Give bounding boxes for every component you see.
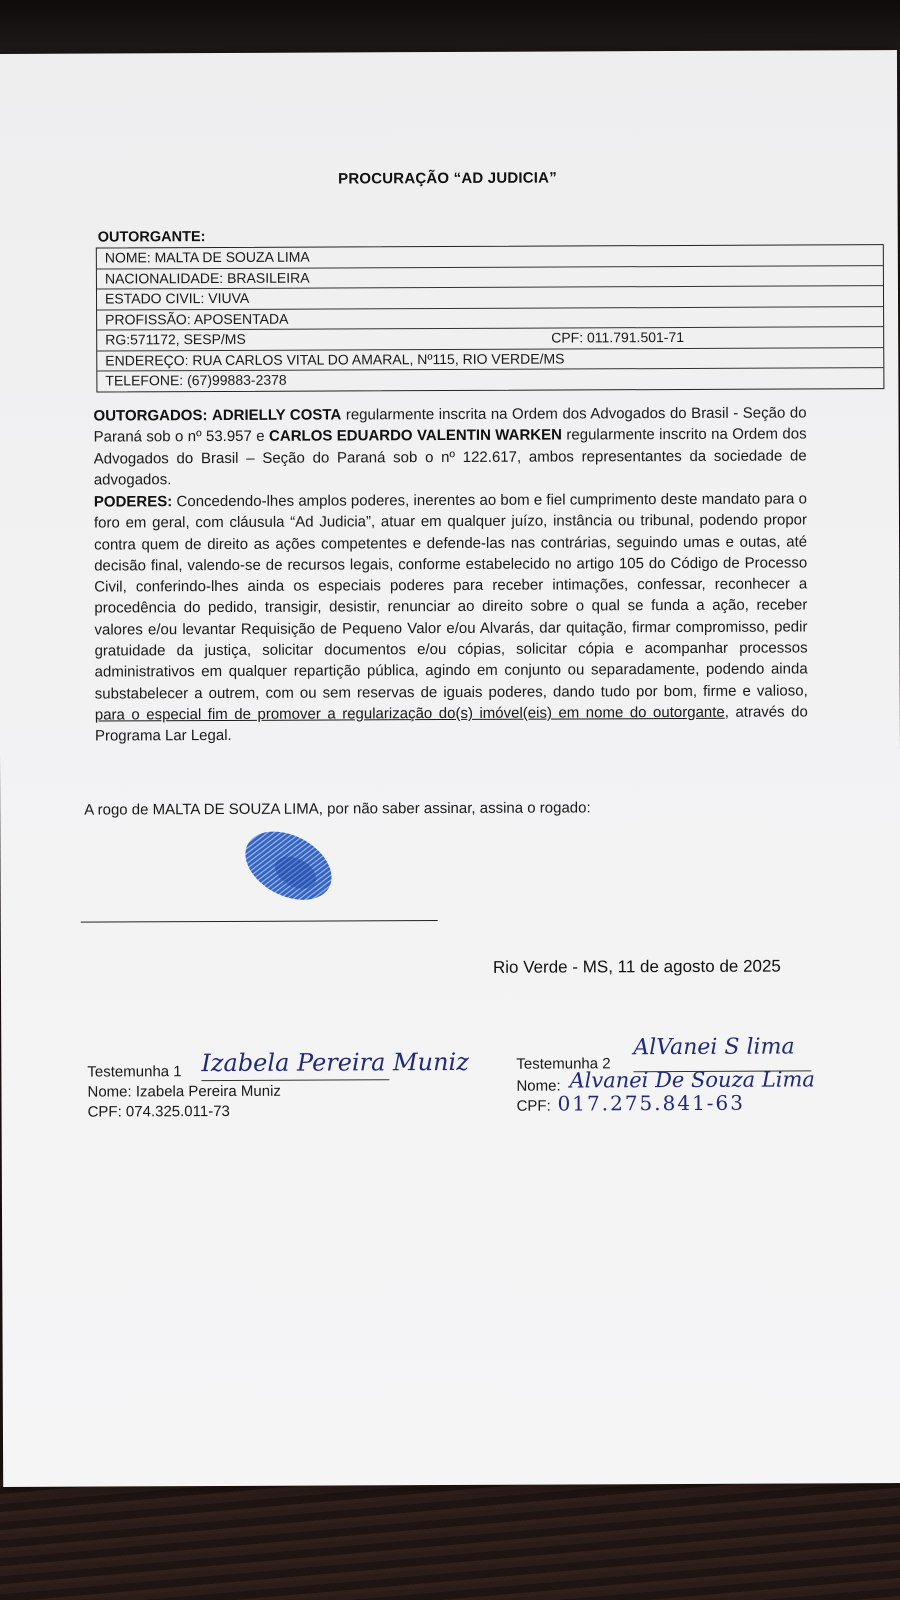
- witness-1-cpf: CPF: 074.325.011-73: [87, 1102, 230, 1121]
- outorgante-row-name: NOME: MALTA DE SOUZA LIMA: [97, 245, 883, 269]
- outorgante-label: OUTORGANTE:: [97, 229, 206, 246]
- signature-line: [81, 920, 438, 923]
- witness-2-name-label: Nome:: [516, 1077, 561, 1095]
- witness-1-signature: Izabela Pereira Muniz: [201, 1047, 469, 1078]
- witness-1-name: Nome: Izabela Pereira Muniz: [87, 1082, 281, 1101]
- document-page: [0, 50, 900, 1487]
- place-date: Rio Verde - MS, 11 de agosto de 2025: [492, 956, 781, 977]
- outorgante-row-civil-status: ESTADO CIVIL: VIUVA: [97, 286, 883, 310]
- witness-1-sign-line: [201, 1079, 389, 1081]
- outorgante-row-rg-cpf: RG:571172, SESP/MS CPF: 011.791.501-71: [97, 327, 883, 351]
- outorgante-cpf: CPF: 011.791.501-71: [551, 328, 685, 346]
- outorgados-paragraph: OUTORGADOS: ADRIELLY COSTA regularmente inscrita na Ordem dos Advogados do Brasil - Seção do Paraná sob o nº 53.957 e CARLOS EDUARDO VALENTIN WARKEN regularmente inscrito na Ordem dos Advogados do Brasil – Seção do Paraná sob o nº 122.617, ambos representantes da sociedade de advogados.: [93, 404, 807, 489]
- poderes-label: PODERES:: [93, 493, 173, 511]
- table-surface: [0, 1480, 900, 1600]
- outorgante-row-profession: PROFISSÃO: APOSENTADA: [97, 307, 883, 331]
- outorgado-1-name: ADRIELLY COSTA: [211, 406, 342, 425]
- witness-2-label: Testemunha 2: [516, 1055, 611, 1073]
- thumbprint-icon: [240, 827, 340, 907]
- rogo-statement: A rogo de MALTA DE SOUZA LIMA, por não saber assinar, assina o rogado:: [84, 799, 591, 819]
- outorgante-row-address: ENDEREÇO: RUA CARLOS VITAL DO AMARAL, Nº115, RIO VERDE/MS: [97, 348, 883, 372]
- witness-2-name-handwritten: Alvanei De Souza Lima: [569, 1067, 815, 1093]
- outorgado-2-name: CARLOS EDUARDO VALENTIN WARKEN: [268, 426, 563, 446]
- poderes-underlined-purpose: para o especial fim de promover a regularização do(s) imóvel(eis) em nome do outorgante: [94, 703, 725, 724]
- document-title: PROCURAÇÃO “AD JUDICIA”: [338, 169, 557, 188]
- poderes-paragraph: PODERES: Concedendo-lhes amplos poderes, inerentes ao bom e fiel cumprimento deste mandato para o foro em geral, com cláusula “Ad Judicia”, atuar em qualquer juízo, instância ou tribunal, podendo propor contra quem de direito as ações competentes e defende-las nas contrárias, seguindo umas e outas, até decisão final, valendo-se de recursos legais, conforme estabelecido no artigo 105 do Código de Processo Civil, conferindo-lhes ainda os especiais poderes para receber intimações, confessar, reconhecer a procedência do pedido, transigir, desistir, renunciar ao direito sobre o qual se funda a ação, receber valores e/ou levantar Requisição de Pequeno Valor e/ou Alvarás, dar quitação, firmar compromisso, pedir gratuidade da justiça, solicitar documentos e/ou cópias, solicitar cópia e acompanhar processos administrativos em qualquer repartição pública, agindo em conjunto ou separadamente, podendo ainda substabelecer a outrem, com ou sem reservas de iguais poderes, dando tudo por bom, firme e valioso, para o especial fim de promover a regularização do(s) imóvel(eis) em nome do outorgante, através do Programa Lar Legal.: [93, 490, 808, 745]
- outorgados-label: OUTORGADOS:: [93, 407, 208, 425]
- outorgante-table: [96, 244, 885, 392]
- witness-2-cpf-handwritten: 017.275.841-63: [557, 1090, 746, 1116]
- outorgante-row-nationality: NACIONALIDADE: BRASILEIRA: [97, 266, 883, 290]
- outorgante-row-phone: TELEFONE: (67)99883-2378: [105, 371, 287, 389]
- witness-2-cpf-label: CPF:: [516, 1097, 551, 1115]
- witness-1-label: Testemunha 1: [87, 1063, 182, 1081]
- witness-2-signature: AlVanei S lima: [633, 1034, 795, 1061]
